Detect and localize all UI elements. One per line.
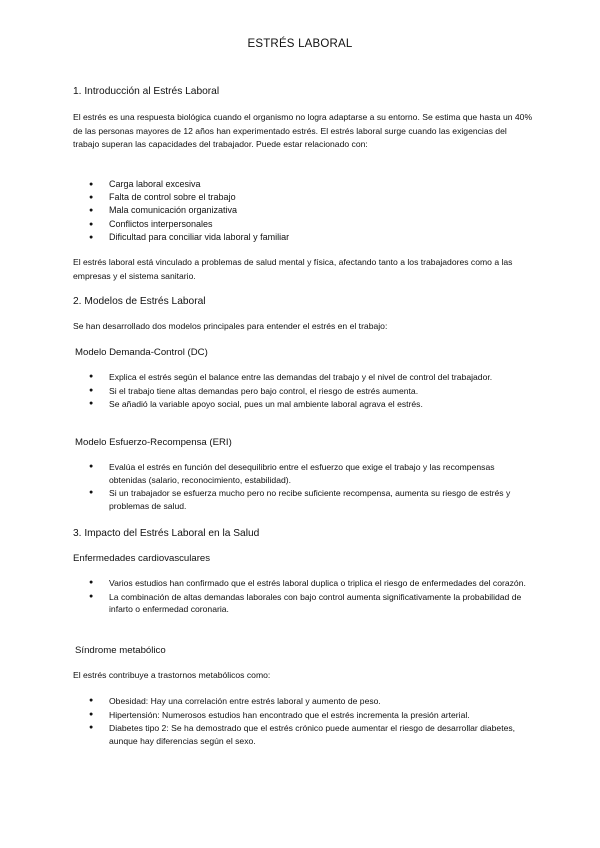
section1-bullet-list bbox=[73, 178, 533, 244]
model-eri-bullet-list bbox=[73, 461, 533, 513]
model-eri-title: Modelo Esfuerzo-Recompensa (ERI) bbox=[75, 437, 232, 448]
list-item: ● Carga laboral excesiva bbox=[73, 178, 533, 191]
list-item: ● Evalúa el estrés en función del desequilibrio entre el esfuerzo que exige el trabajo y las recompensas obtenidas (salario, reconocimiento, estabilidad). bbox=[73, 461, 533, 486]
document-title: ESTRÉS LABORAL bbox=[247, 38, 353, 50]
section1-paragraph-2: El estrés laboral está vinculado a problemas de salud mental y física, afectando tanto a los trabajadores como a las empresas y el sistema sanitario. bbox=[73, 257, 513, 281]
list-item: ● La combinación de altas demandas laborales con bajo control aumenta significativamente la probabilidad de infarto o enfermedad coronaria. bbox=[73, 591, 533, 616]
list-item: ● Obesidad: Hay una correlación entre estrés laboral y aumento de peso. bbox=[73, 695, 533, 708]
metabolic-intro: El estrés contribuye a trastornos metabólicos como: bbox=[73, 670, 271, 680]
list-item: ● Conflictos interpersonales bbox=[73, 218, 533, 231]
list-item: ● Diabetes tipo 2: Se ha demostrado que el estrés crónico puede aumentar el riesgo de desarrollar diabetes, aunque hay diferencias según el sexo. bbox=[73, 722, 533, 747]
list-item: ● Explica el estrés según el balance entre las demandas del trabajo y el nivel de control del trabajador. bbox=[73, 371, 533, 384]
list-item: ● Mala comunicación organizativa bbox=[73, 204, 533, 217]
model-dc-title: Modelo Demanda-Control (DC) bbox=[75, 347, 208, 358]
section1-paragraph-1: El estrés es una respuesta biológica cuando el organismo no logra adaptarse a su entorno. Se estima que hasta un 40% de las personas mayores de 12 años han experimentado estrés. El estrés laboral surge cuando las exigencias del trabajo superan las capacidades del trabajador. Puede estar relacionado con: bbox=[73, 112, 533, 150]
section1-heading: 1. Introducción al Estrés Laboral bbox=[73, 86, 220, 97]
section3-heading: 3. Impacto del Estrés Laboral en la Salud bbox=[73, 528, 260, 539]
section2-heading: 2. Modelos de Estrés Laboral bbox=[73, 296, 206, 307]
model-dc-bullet-list bbox=[73, 371, 533, 412]
metabolic-title: Síndrome metabólico bbox=[75, 645, 166, 656]
list-item: ● Si un trabajador se esfuerza mucho pero no recibe suficiente recompensa, aumenta su riesgo de estrés y problemas de salud. bbox=[73, 487, 533, 512]
list-item: ● Varios estudios han confirmado que el estrés laboral duplica o triplica el riesgo de enfermedades del corazón. bbox=[73, 577, 533, 590]
cardio-bullet-list bbox=[73, 577, 533, 617]
list-item: ● Falta de control sobre el trabajo bbox=[73, 191, 533, 204]
list-item: ● Hipertensión: Numerosos estudios han encontrado que el estrés incrementa la presión arterial. bbox=[73, 709, 533, 722]
list-item: ● Si el trabajo tiene altas demandas pero bajo control, el riesgo de estrés aumenta. bbox=[73, 385, 533, 398]
list-item: ● Dificultad para conciliar vida laboral y familiar bbox=[73, 231, 533, 244]
cardio-title: Enfermedades cardiovasculares bbox=[73, 553, 211, 564]
metabolic-bullet-list bbox=[73, 695, 533, 748]
list-item: ● Se añadió la variable apoyo social, pues un mal ambiente laboral agrava el estrés. bbox=[73, 398, 533, 411]
section2-intro: Se han desarrollado dos modelos principales para entender el estrés en el trabajo: bbox=[73, 321, 388, 331]
